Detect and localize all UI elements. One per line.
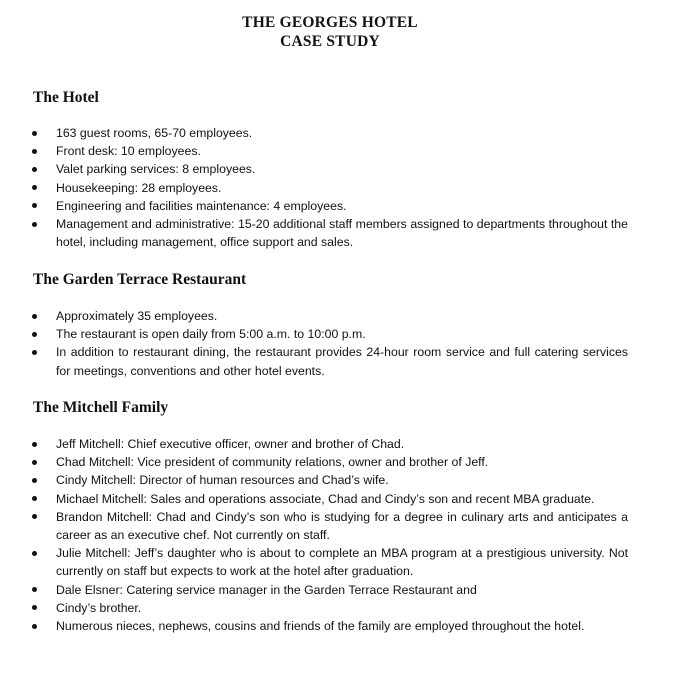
list-item xyxy=(0,435,628,453)
list-item-text: Engineering and facilities maintenance: 4 employees. xyxy=(56,198,347,213)
list-item xyxy=(0,325,628,343)
bullet-icon xyxy=(32,460,37,465)
list-item-text: Approximately 35 employees. xyxy=(56,309,218,323)
list-item-text: 163 guest rooms, 65-70 employees. xyxy=(56,126,253,140)
bullet-icon xyxy=(32,203,37,208)
hotel-bullet-list xyxy=(0,124,675,251)
family-bullet-list xyxy=(0,435,675,635)
list-item xyxy=(0,197,628,215)
bullet-icon xyxy=(32,149,37,154)
bullet-icon xyxy=(32,587,37,592)
bullet-icon xyxy=(32,185,37,190)
bullet-icon xyxy=(32,332,37,337)
document-title: THE GEORGES HOTEL xyxy=(242,14,418,31)
list-item-text: Housekeeping: 28 employees. xyxy=(56,180,222,195)
bullet-icon xyxy=(32,605,37,610)
bullet-icon xyxy=(32,222,37,227)
bullet-icon xyxy=(32,314,37,319)
list-item xyxy=(0,490,628,508)
list-item xyxy=(0,544,628,580)
bullet-icon xyxy=(32,167,37,172)
list-item xyxy=(0,124,628,142)
list-item-text: In addition to restaurant dining, the restaurant provides 24-hour room service and full catering services for meetings, conventions and other hotel events. xyxy=(56,345,628,378)
document-subtitle: CASE STUDY xyxy=(280,33,380,50)
list-item-text: Management and administrative: 15-20 additional staff members assigned to departments throughout the hotel, including management, office support and sales. xyxy=(56,217,628,250)
section-heading-restaurant: The Garden Terrace Restaurant xyxy=(33,271,247,288)
restaurant-bullet-list xyxy=(0,307,675,380)
list-item xyxy=(0,508,628,544)
list-item xyxy=(0,453,628,471)
list-item xyxy=(0,142,628,160)
bullet-icon xyxy=(32,551,37,556)
bullet-icon xyxy=(32,496,37,501)
bullet-icon xyxy=(32,350,37,355)
list-item-text: Front desk: 10 employees. xyxy=(56,144,201,159)
section-heading-hotel: The Hotel xyxy=(33,89,99,106)
list-item-text: Cindy Mitchell: Director of human resources and Chad’s wife. xyxy=(56,473,389,488)
list-item-text: Cindy’s brother. xyxy=(56,600,142,615)
list-item-text: The restaurant is open daily from 5:00 a.m. to 10:00 p.m. xyxy=(56,327,366,342)
list-item-text: Jeff Mitchell: Chief executive officer, owner and brother of Chad. xyxy=(56,437,405,451)
list-item xyxy=(0,343,628,379)
list-item-text: Julie Mitchell: Jeff’s daughter who is about to complete an MBA program at a prestigious university. Not currently on staff but expects to work at the hotel after graduation. xyxy=(56,546,628,579)
list-item-text: Chad Mitchell: Vice president of community relations, owner and brother of Jeff. xyxy=(56,455,489,470)
list-item xyxy=(0,307,628,325)
bullet-icon xyxy=(32,478,37,483)
bullet-icon xyxy=(32,442,37,447)
list-item xyxy=(0,160,628,178)
bullet-icon xyxy=(32,514,37,519)
list-item-text: Dale Elsner: Catering service manager in the Garden Terrace Restaurant and xyxy=(56,582,477,597)
list-item xyxy=(0,179,628,197)
list-item xyxy=(0,617,628,635)
list-item xyxy=(0,215,628,251)
bullet-icon xyxy=(32,624,37,629)
list-item xyxy=(0,471,628,489)
list-item xyxy=(0,599,628,617)
section-heading-family: The Mitchell Family xyxy=(33,399,169,416)
list-item-text: Brandon Mitchell: Chad and Cindy’s son who is studying for a degree in culinary arts and anticipates a career as an executive chef. Not currently on staff. xyxy=(56,509,628,543)
list-item xyxy=(0,581,628,599)
bullet-icon xyxy=(32,131,37,136)
list-item-text: Valet parking services: 8 employees. xyxy=(56,162,256,177)
list-item-text: Numerous nieces, nephews, cousins and friends of the family are employed throughout the hotel. xyxy=(56,619,585,634)
list-item-text: Michael Mitchell: Sales and operations associate, Chad and Cindy’s son and recent MBA graduate. xyxy=(56,491,595,506)
